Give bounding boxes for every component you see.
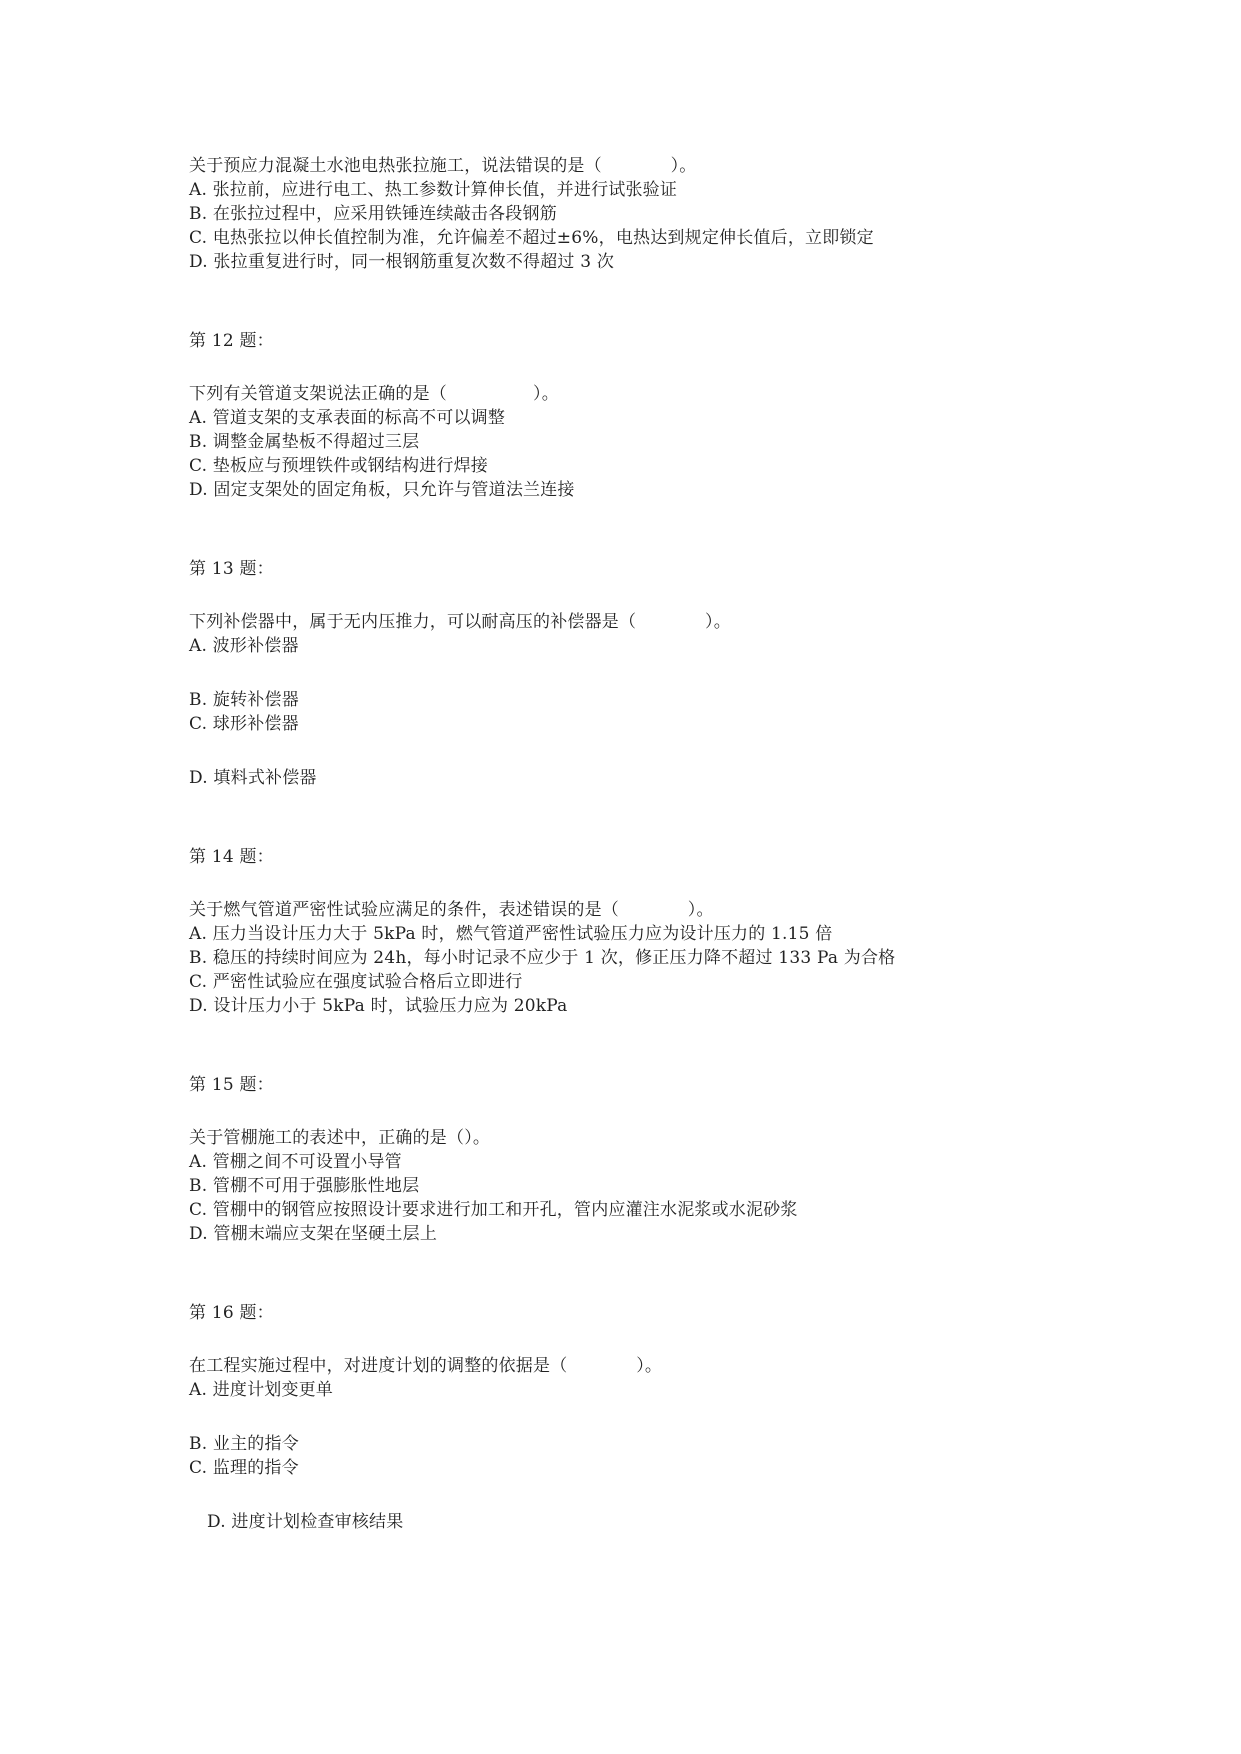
question-12-heading: 第 12 题： <box>189 331 274 351</box>
question-11-option-a: A. 张拉前，应进行电工、热工参数计算伸长值，并进行试张验证 <box>189 180 678 200</box>
question-15-option-c: C. 管棚中的钢管应按照设计要求进行加工和开孔，管内应灌注水泥浆或水泥砂浆 <box>189 1200 798 1220</box>
question-13-heading: 第 13 题： <box>189 559 274 579</box>
question-13-stem: 下列补偿器中，属于无内压推力，可以耐高压的补偿器是（ ）。 <box>189 612 731 632</box>
question-12-option-a: A. 管道支架的支承表面的标高不可以调整 <box>189 408 506 428</box>
question-14-option-a: A. 压力当设计压力大于 5kPa 时，燃气管道严密性试验压力应为设计压力的 1.15 倍 <box>189 924 833 944</box>
question-13-option-c: C. 球形补偿器 <box>189 714 299 734</box>
question-16-stem: 在工程实施过程中，对进度计划的调整的依据是（ ）。 <box>189 1356 663 1376</box>
question-14-option-b: B. 稳压的持续时间应为 24h，每小时记录不应少于 1 次，修正压力降不超过 133 Pa 为合格 <box>189 948 896 968</box>
question-12-option-b: B. 调整金属垫板不得超过三层 <box>189 432 420 452</box>
question-15-option-d: D. 管棚末端应支架在坚硬土层上 <box>189 1224 438 1244</box>
question-14-stem: 关于燃气管道严密性试验应满足的条件，表述错误的是（ ）。 <box>189 900 714 920</box>
question-11-option-d: D. 张拉重复进行时，同一根钢筋重复次数不得超过 3 次 <box>189 252 615 272</box>
question-13-option-b: B. 旋转补偿器 <box>189 690 299 710</box>
question-16-option-a: A. 进度计划变更单 <box>189 1380 334 1400</box>
question-12-option-c: C. 垫板应与预埋铁件或钢结构进行焊接 <box>189 456 489 476</box>
question-14-heading: 第 14 题： <box>189 847 274 867</box>
question-15-option-b: B. 管棚不可用于强膨胀性地层 <box>189 1176 420 1196</box>
question-16-heading: 第 16 题： <box>189 1303 274 1323</box>
question-13-option-d: D. 填料式补偿器 <box>189 768 317 788</box>
question-13-option-a: A. 波形补偿器 <box>189 636 299 656</box>
question-16-option-d: D. 进度计划检查审核结果 <box>207 1512 404 1532</box>
question-16-option-b: B. 业主的指令 <box>189 1434 299 1454</box>
question-14-option-d: D. 设计压力小于 5kPa 时，试验压力应为 20kPa <box>189 996 568 1016</box>
question-15-stem: 关于管棚施工的表述中，正确的是（）。 <box>189 1128 491 1148</box>
question-12-option-d: D. 固定支架处的固定角板，只允许与管道法兰连接 <box>189 480 575 500</box>
question-11-stem: 关于预应力混凝土水池电热张拉施工，说法错误的是（ ）。 <box>189 156 697 176</box>
question-11-option-b: B. 在张拉过程中，应采用铁锤连续敲击各段钢筋 <box>189 204 557 224</box>
question-12-stem: 下列有关管道支架说法正确的是（ ）。 <box>189 384 559 404</box>
question-14-option-c: C. 严密性试验应在强度试验合格后立即进行 <box>189 972 523 992</box>
question-11-option-c: C. 电热张拉以伸长值控制为准，允许偏差不超过±6%，电热达到规定伸长值后，立即锁定 <box>189 228 874 248</box>
question-15-option-a: A. 管棚之间不可设置小导管 <box>189 1152 402 1172</box>
question-16-option-c: C. 监理的指令 <box>189 1458 299 1478</box>
question-15-heading: 第 15 题： <box>189 1075 274 1095</box>
